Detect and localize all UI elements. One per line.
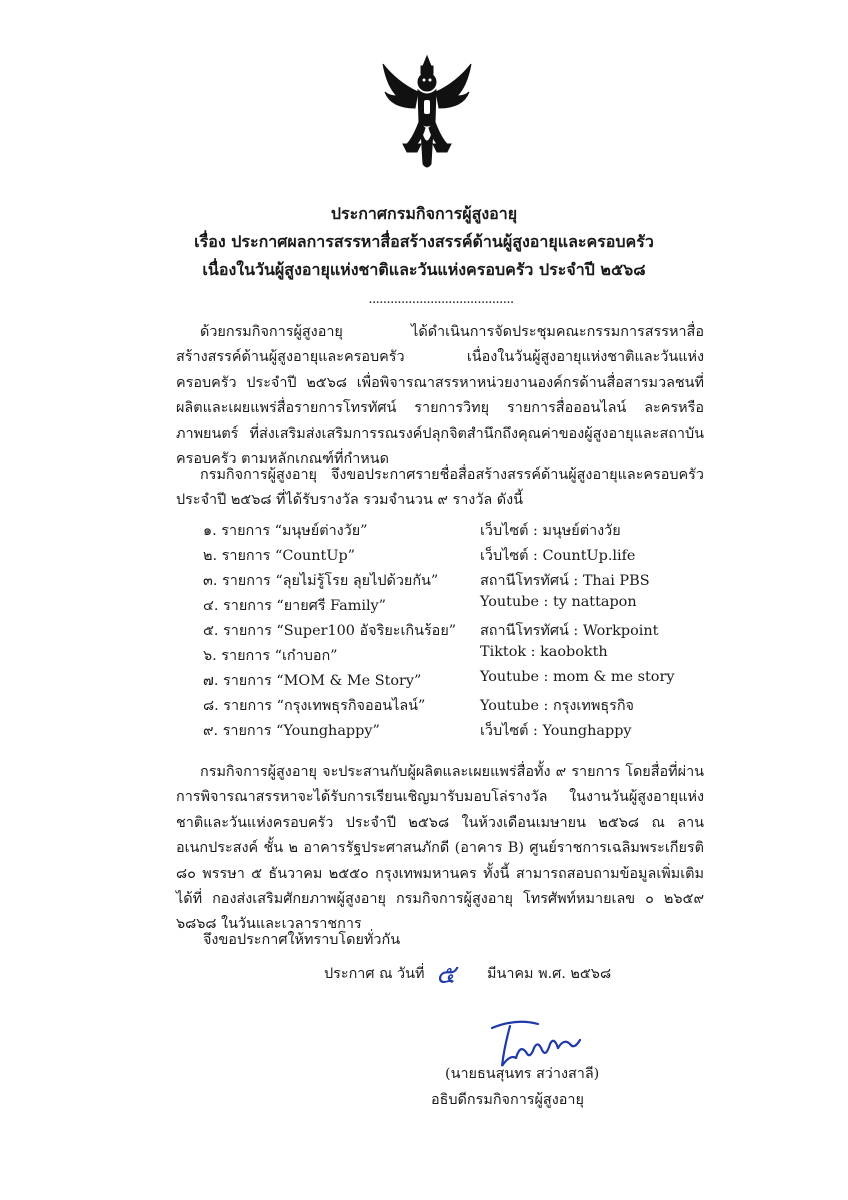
award-channel: Youtube : กรุงเทพธุรกิจ	[480, 698, 634, 714]
intro-paragraph	[176, 320, 704, 472]
award-row	[203, 569, 723, 594]
title-separator: ........................................	[368, 292, 514, 307]
award-row	[203, 519, 723, 544]
award-channel: เว็บไซต์ : มนุษย์ต่างวัย	[480, 523, 621, 539]
announcement-title: ประกาศกรมกิจการผู้สูงอายุ	[330, 204, 518, 223]
award-item: ๒. รายการ “CountUp”	[203, 548, 356, 564]
closing-line: จึงขอประกาศให้ทราบโดยทั่วกัน	[203, 932, 401, 948]
intro-paragraph-text: ด้วยกรมกิจการผู้สูงอายุ ได้ดำเนินการจัดประชุมคณะกรรมการสรรหาสื่อสร้างสรรค์ด้านผู้สูงอายุและครอบครัว เนื่องในวันผู้สูงอายุแห่งชาติและวันแห่งครอบครัว ประจำปี ๒๕๖๘ เพื่อพิจารณาสรรหาหน่วยงานองค์กรด้านสื่อสารมวลชนที่ผลิตและเผยแพร่สื่อรายการโทรทัศน์ รายการวิทยุ รายการสื่อออนไลน์ ละครหรือภาพยนตร์ ที่ส่งเสริมส่งเสริมการรณรงค์ปลุกจิตสำนึกถึงคุณค่าของผู้สูงอายุและสถาบันครอบครัว ตามหลักเกณฑ์ที่กำหนด	[176, 324, 704, 468]
award-channel: Youtube : ty nattapon	[480, 594, 637, 610]
award-list	[203, 519, 723, 744]
award-item: ๓. รายการ “ลุยไม่รู้โรย ลุยไปด้วยกัน”	[203, 573, 439, 589]
award-item: ๑. รายการ “มนุษย์ต่างวัย”	[203, 523, 368, 539]
award-channel: Tiktok : kaobokth	[480, 644, 608, 660]
date-prefix: ประกาศ ณ วันที่	[324, 966, 425, 982]
award-channel: สถานีโทรทัศน์ : Workpoint	[480, 623, 659, 639]
award-item: ๘. รายการ “กรุงเทพธุรกิจออนไลน์”	[203, 698, 426, 714]
announcement-occasion: เนื่องในวันผู้สูงอายุแห่งชาติและวันแห่งครอบครัว ประจำปี ๒๕๖๘	[202, 260, 646, 279]
award-row	[203, 669, 723, 694]
award-item: ๔. รายการ “ยายศรี Family”	[203, 598, 387, 614]
award-item: ๕. รายการ “Super100 อัจริยะเกินร้อย”	[203, 623, 457, 639]
award-row	[203, 644, 723, 669]
award-item: ๙. รายการ “Younghappy”	[203, 723, 380, 739]
signatory-title: อธิบดีกรมกิจการผู้สูงอายุ	[431, 1092, 584, 1108]
award-row	[203, 619, 723, 644]
award-channel: Youtube : mom & me story	[480, 669, 675, 685]
award-intro-paragraph	[176, 463, 704, 514]
announcement-subject: เรื่อง ประกาศผลการสรรหาสื่อสร้างสรรค์ด้านผู้สูงอายุและครอบครัว	[194, 232, 654, 251]
award-row	[203, 719, 723, 744]
handwritten-day: ๕	[436, 960, 456, 990]
award-intro-paragraph-text: กรมกิจการผู้สูงอายุ จึงขอประกาศรายชื่อสื่อสร้างสรรค์ด้านผู้สูงอายุและครอบครัว ประจำปี ๒๕๖๘ ที่ได้รับรางวัล รวมจำนวน ๙ รางวัล ดังนี้	[176, 467, 704, 509]
signatory-name: (นายธนสุนทร สว่างสาลี)	[445, 1066, 600, 1082]
award-row	[203, 594, 723, 619]
award-row	[203, 694, 723, 719]
ceremony-paragraph	[176, 760, 704, 938]
award-channel: สถานีโทรทัศน์ : Thai PBS	[480, 573, 650, 589]
award-item: ๗. รายการ “MOM & Me Story”	[203, 673, 422, 689]
award-channel: เว็บไซต์ : Younghappy	[480, 723, 632, 739]
award-row	[203, 544, 723, 569]
award-item: ๖. รายการ “เก๋าบอก”	[203, 648, 338, 664]
award-channel: เว็บไซต์ : CountUp.life	[480, 548, 636, 564]
ceremony-paragraph-text: กรมกิจการผู้สูงอายุ จะประสานกับผู้ผลิตและเผยแพร่สื่อทั้ง ๙ รายการ โดยสื่อที่ผ่านการพิจารณาสรรหาจะได้รับการเรียนเชิญมารับมอบโล่รางวัล ในงานวันผู้สูงอายุแห่งชาติและวันแห่งครอบครัว ประจำปี ๒๕๖๘ ในห้วงเดือนเมษายน ๒๕๖๘ ณ ลานอเนกประสงค์ ชั้น ๒ อาคารรัฐประศาสนภักดี (อาคาร B) ศูนย์ราชการเฉลิมพระเกียรติ ๘๐ พรรษา ๕ ธันวาคม ๒๕๕๐ กรุงเทพมหานคร ทั้งนี้ สามารถสอบถามข้อมูลเพิ่มเติมได้ที่ กองส่งเสริมศักยภาพผู้สูงอายุ กรมกิจการผู้สูงอายุ โทรศัพท์หมายเลข ๐ ๒๖๕๙ ๖๘๖๘ ในวันและเวลาราชการ	[176, 764, 704, 933]
date-suffix: มีนาคม พ.ศ. ๒๕๖๘	[487, 966, 612, 982]
garuda-emblem-icon	[377, 52, 477, 172]
